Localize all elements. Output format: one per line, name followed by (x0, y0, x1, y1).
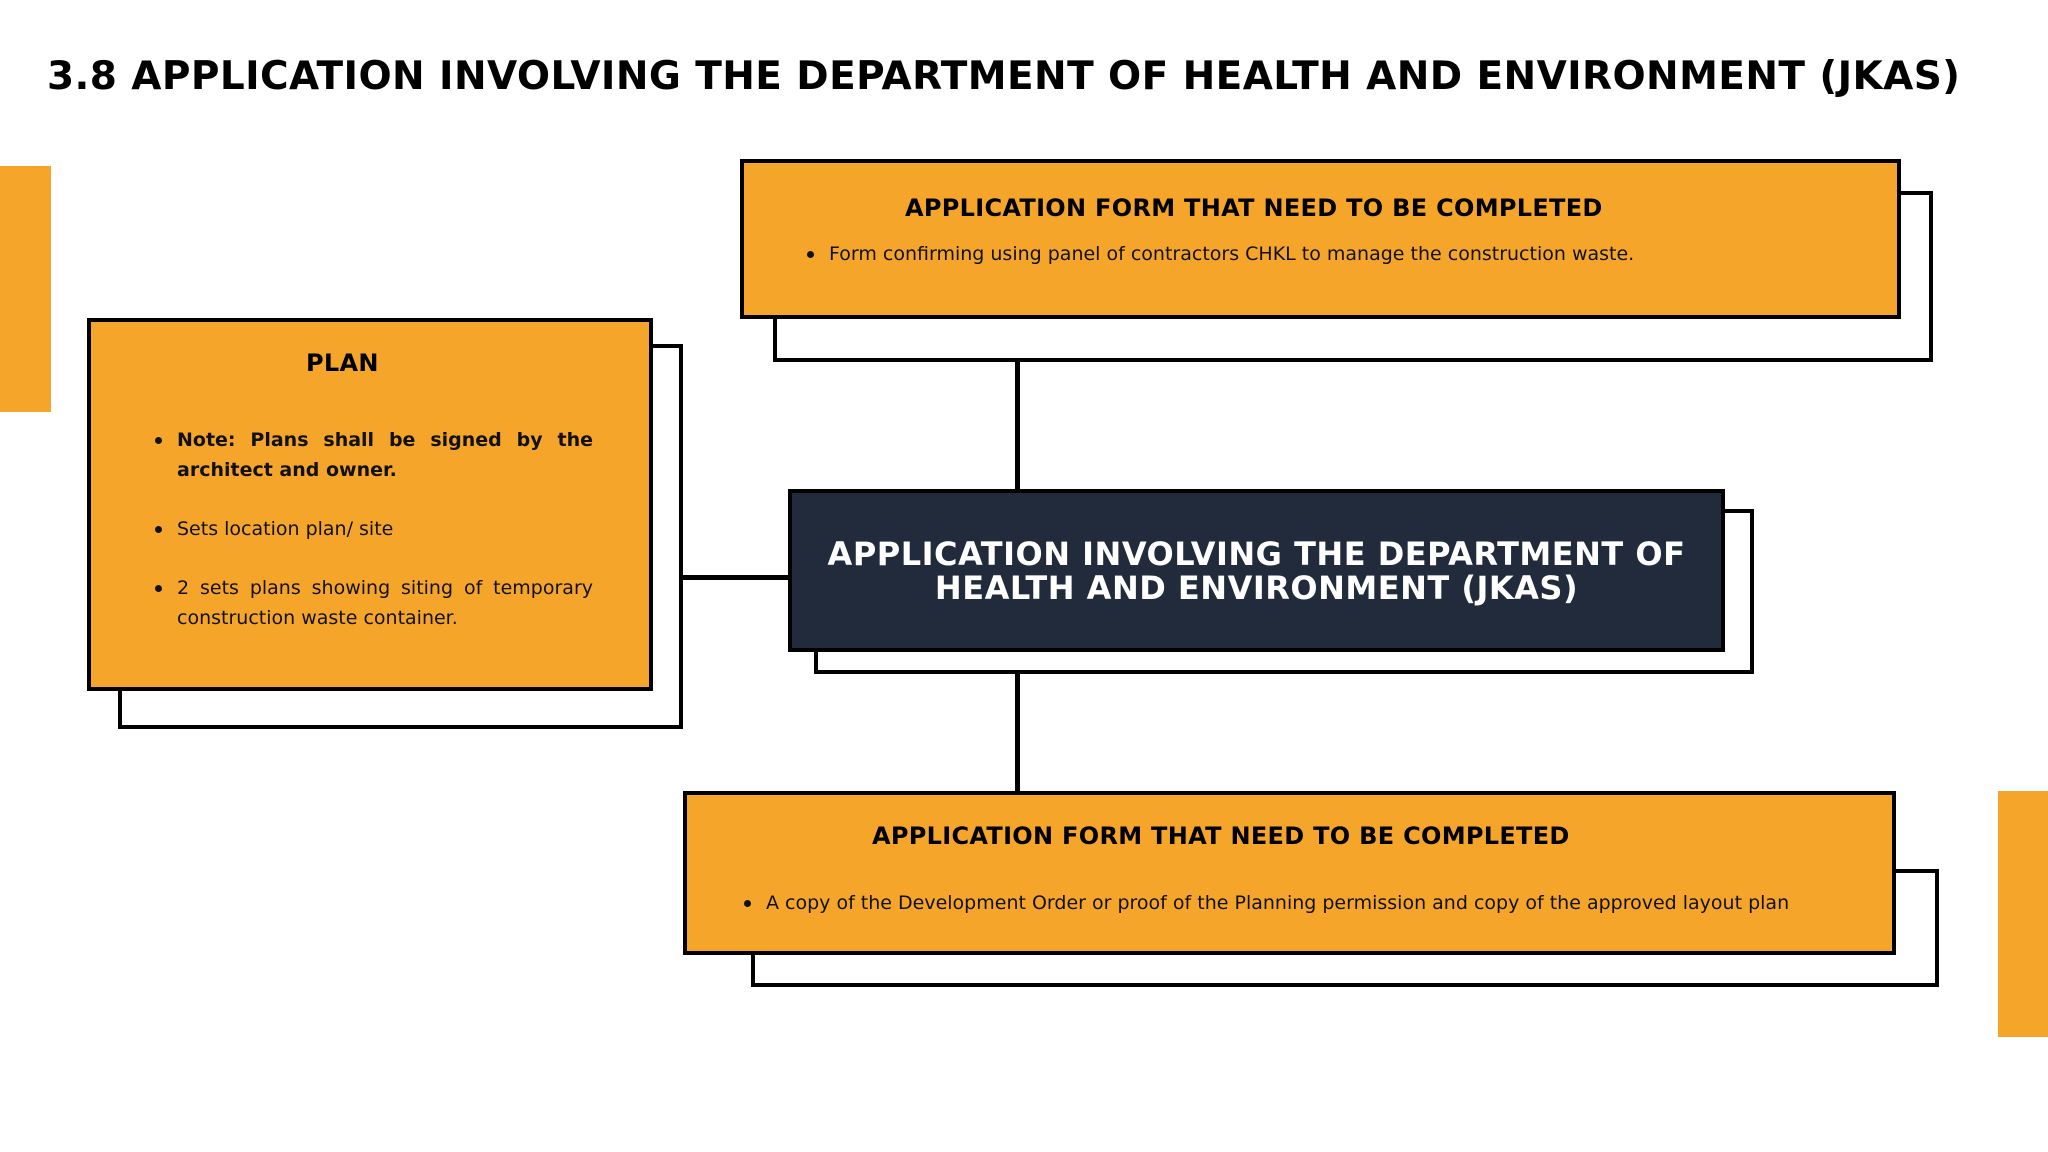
plan-card-item: Sets location plan/ site (153, 514, 593, 544)
plan-card-list (153, 425, 593, 662)
bottom-card-item: A copy of the Development Order or proof of the Planning permission and copy of the approved layout plan (742, 888, 1882, 918)
top-card (740, 159, 1901, 319)
center-card (788, 489, 1725, 652)
center-card-title: APPLICATION INVOLVING THE DEPARTMENT OF HEALTH AND ENVIRONMENT (JKAS) (827, 534, 1686, 607)
bottom-card-list (742, 888, 1882, 918)
plan-card-item: 2 sets plans showing siting of temporary construction waste container. (153, 573, 593, 633)
right-accent-bar (1998, 791, 2048, 1037)
top-card-item: Form confirming using panel of contractors CHKL to manage the construction waste. (805, 239, 1865, 269)
top-card-title: APPLICATION FORM THAT NEED TO BE COMPLETED (905, 194, 1603, 222)
plan-card (87, 318, 653, 691)
plan-card-title: PLAN (306, 349, 379, 377)
bottom-card-title: APPLICATION FORM THAT NEED TO BE COMPLETED (872, 822, 1570, 850)
plan-card-note-item: Note: Plans shall be signed by the architect and owner. (153, 425, 593, 485)
page-title: 3.8 APPLICATION INVOLVING THE DEPARTMENT OF HEALTH AND ENVIRONMENT (JKAS) (47, 54, 1961, 99)
connector-left (682, 575, 792, 580)
connector-top (1015, 360, 1020, 492)
top-card-list (805, 239, 1865, 269)
left-accent-bar (0, 166, 51, 412)
bottom-card (683, 791, 1896, 955)
